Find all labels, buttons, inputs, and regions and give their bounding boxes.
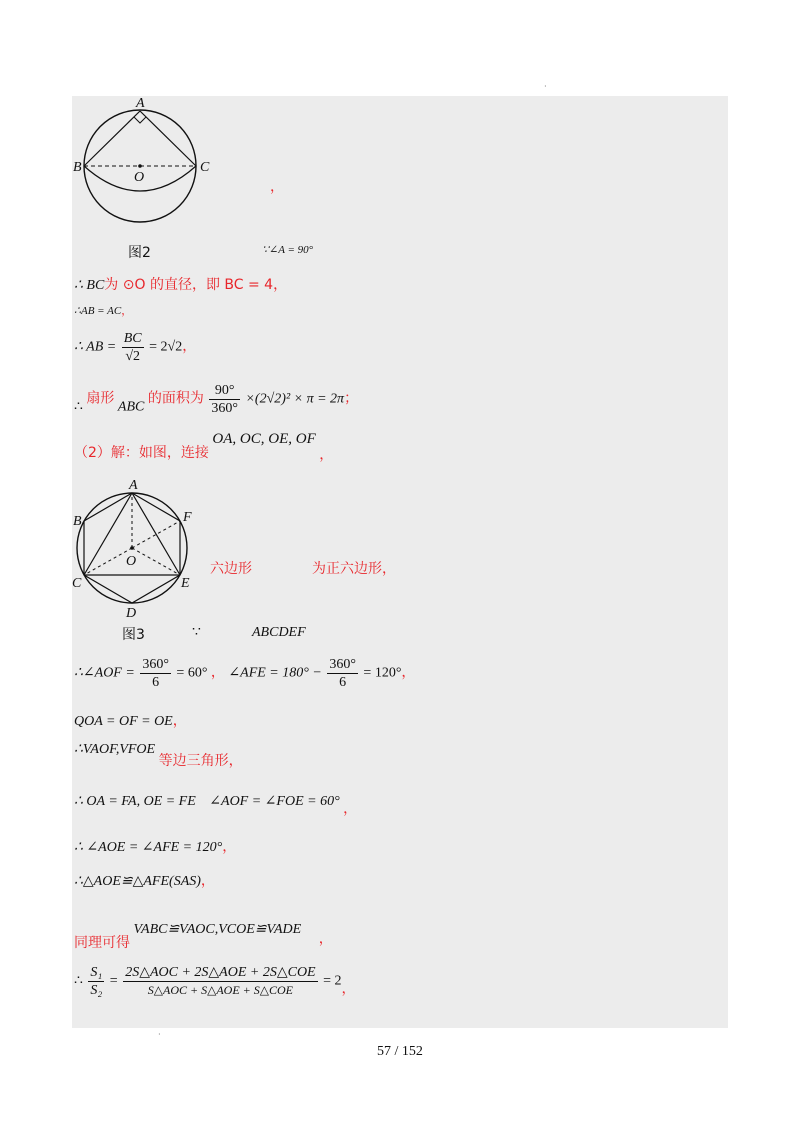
fig3-label-O: O (126, 554, 137, 569)
fig2-comma: ， (270, 179, 284, 195)
proof-angle-120: ∴ ∠AOE = ∠AFE = 120°， (74, 839, 237, 855)
fig3-label-A: A (129, 478, 138, 493)
line-ab-eq-ac: ∴AB = AC， (74, 304, 133, 317)
line-diameter: ∴ BC为 ⊙O 的直径，即 BC = 4， (74, 277, 288, 293)
proof-congruent: ∴△AOE≌△AFE(SAS)， (74, 873, 215, 889)
fig3-label-D: D (126, 606, 137, 621)
mark-dot-bottom: · (158, 1030, 161, 1039)
mark-dot-top: · (544, 82, 547, 91)
proof-area-ratio: ∴ $\frac{\text{S₁}}{\text{S₂}}$ = $\frac{\text{2S△AOC + 2S△AOE + 2S△COE}}{\text{S△AOC + S△AOE + S△COE}}$ = 2， (74, 965, 356, 998)
regular-hexagon-label: 为正六边形， (312, 561, 396, 577)
fig3-label-B: B (73, 514, 82, 529)
fig3-label-F: F (183, 510, 192, 525)
proof-similarly: 同理可得 VABC≌VAOC,VCOE≌VADE ， (74, 922, 333, 951)
fig3-hex-name: ABCDEF (252, 625, 306, 640)
fig3-because: ∵ (192, 625, 201, 640)
page-number: 57 / 152 (377, 1044, 423, 1059)
figure-3-hexagon-diagram (74, 484, 204, 614)
fig2-label-C: C (200, 160, 210, 175)
proof-angles: ∴∠AOF = $\frac{360^\circ}{6}$ = 60° ， ∠AFE = 180° − $\frac{360^\circ}{6}$ = 120°， (74, 657, 416, 690)
hexagon-label: 六边形 (210, 561, 252, 577)
line-ab-value: ∴ AB = $\frac{BC}{√2}$ = 2√2， (74, 331, 197, 364)
fig2-because: ∵∠A = 90° (262, 244, 314, 256)
proof-radii-equal: QOA = OF = OE， (74, 713, 187, 729)
line-part2-connect: （2）解：如图，连接 OA, OC, OE, OF ， (74, 431, 334, 463)
fig3-caption: 图3 (122, 627, 145, 643)
fig3-label-C: C (72, 576, 82, 591)
proof-sides-equal: ∴ OA = FA, OE = FE ∠AOF = ∠FOE = 60° ， (74, 794, 358, 817)
fig3-label-E: E (181, 576, 190, 591)
proof-equilateral: ∴VAOF,VFOE 等边三角形， (74, 742, 243, 769)
line-sector-area: ∴ 扇形 ABC 的面积为 $\frac{90^\circ}{360^\circ}$ ×(2√2)² × π = 2π； (74, 383, 359, 416)
fig2-caption: 图2 (128, 245, 151, 261)
fig2-label-A: A (136, 96, 145, 111)
fig2-label-B: B (73, 160, 82, 175)
figure-2-circle-diagram (76, 98, 216, 228)
fig2-label-O: O (134, 170, 145, 185)
